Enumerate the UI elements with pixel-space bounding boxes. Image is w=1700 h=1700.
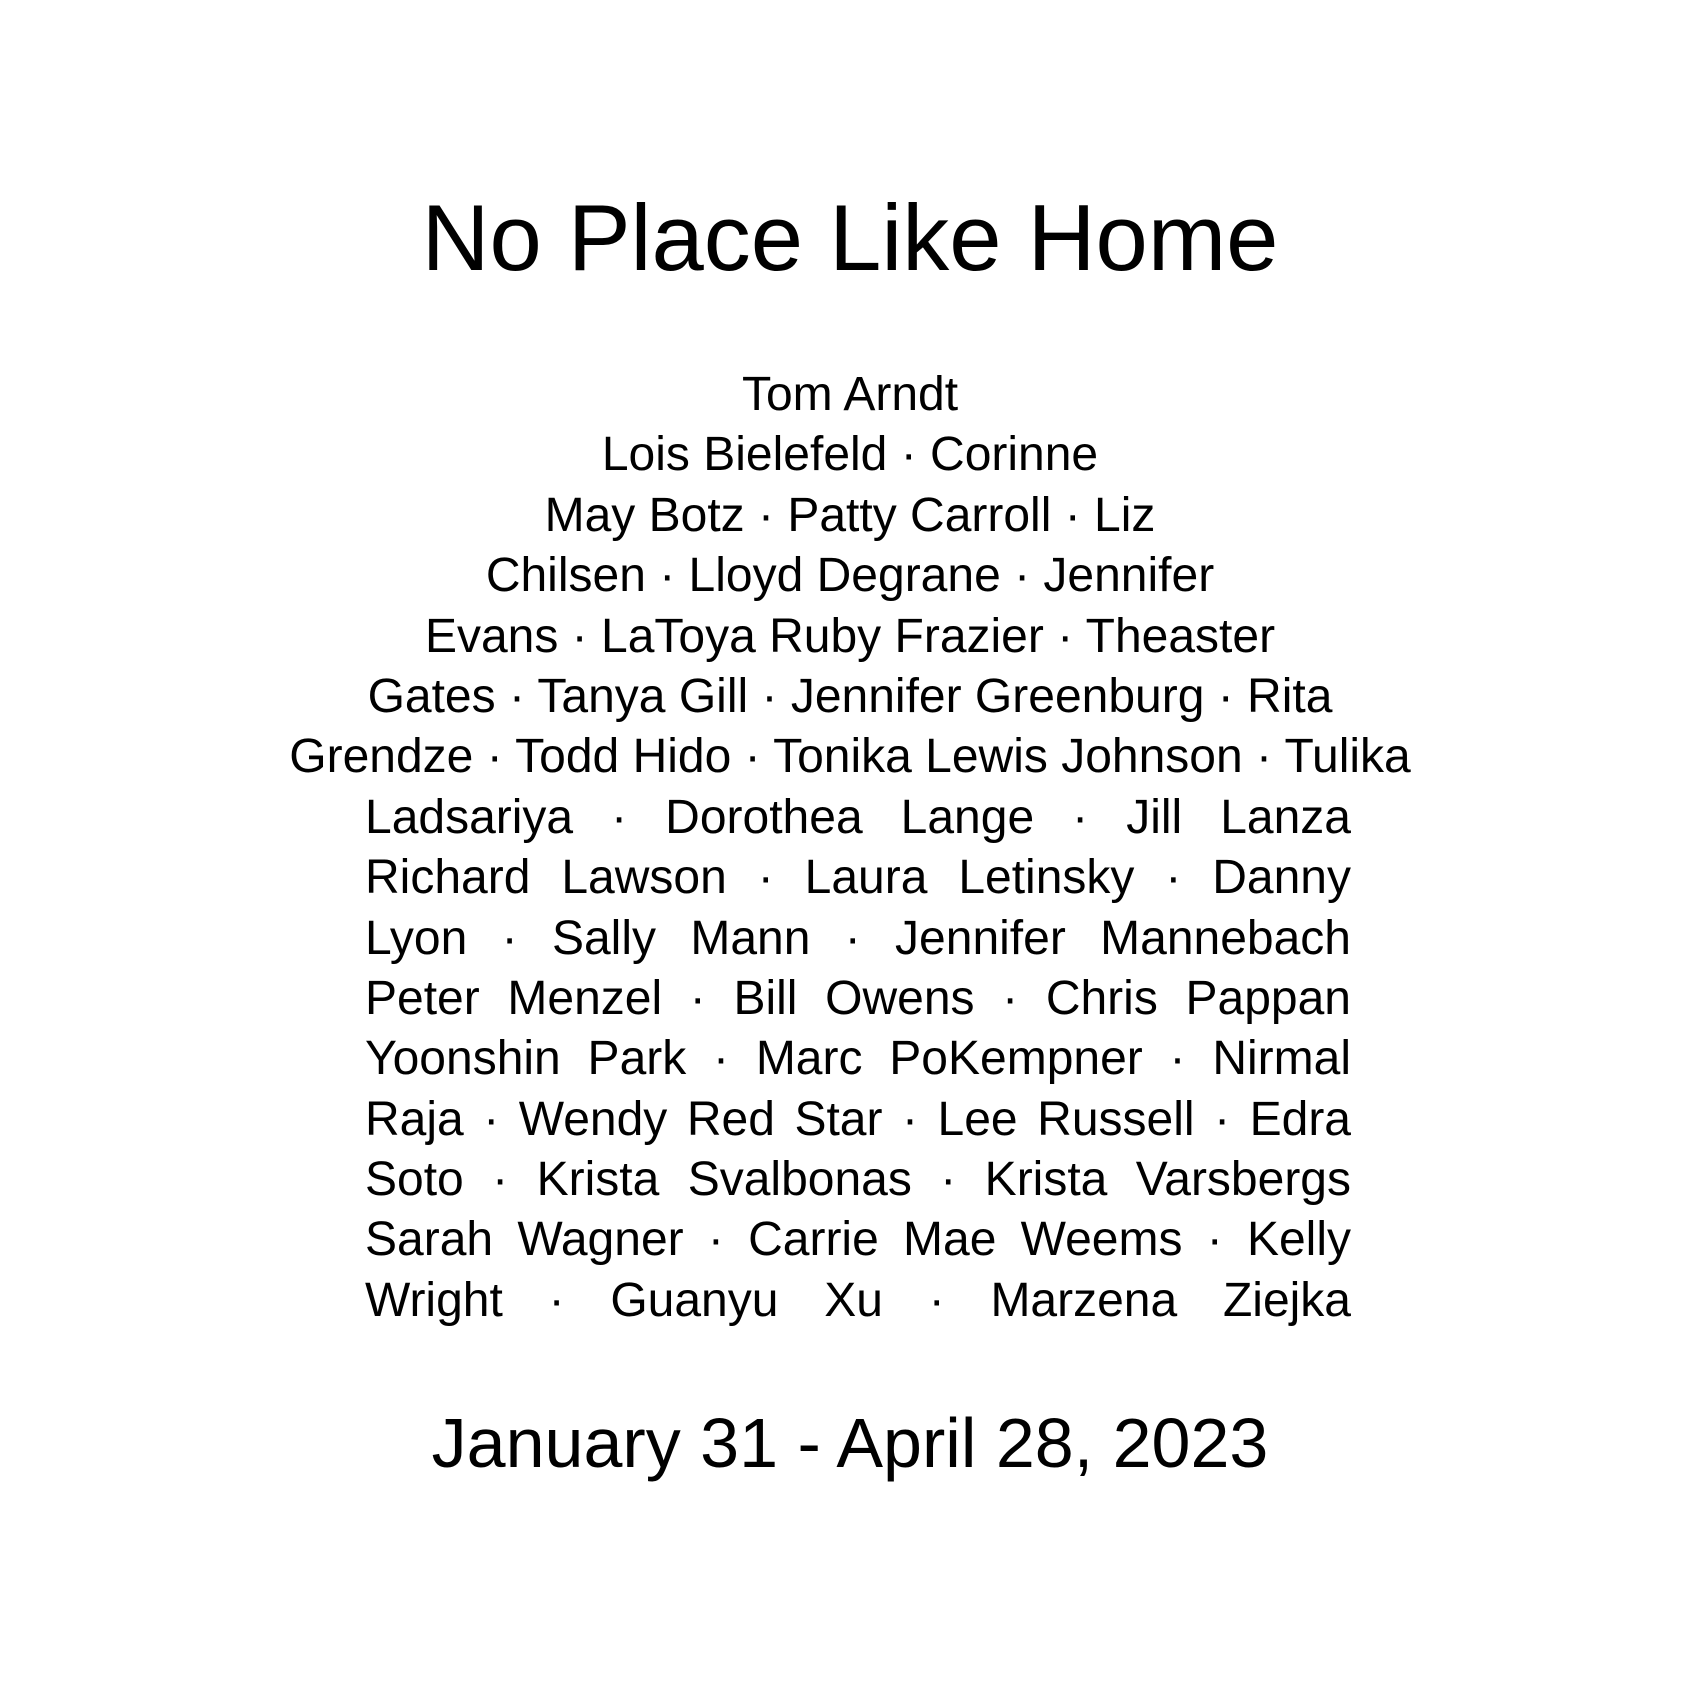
artist-line: Evans · LaToya Ruby Frazier · Theaster bbox=[424, 609, 1276, 663]
artist-line: Ladsariya · Dorothea Lange · Jill Lanza bbox=[365, 790, 1351, 844]
artist-line: Gates · Tanya Gill · Jennifer Greenburg · Rita bbox=[367, 669, 1333, 723]
artist-line: Yoonshin Park · Marc PoKempner · Nirmal bbox=[365, 1032, 1351, 1086]
artist-line: Raja · Wendy Red Star · Lee Russell · Edra bbox=[365, 1092, 1351, 1146]
artist-line: Grendze · Todd Hido · Tonika Lewis Johnson · Tulika bbox=[289, 730, 1411, 784]
artist-line: Lyon · Sally Mann · Jennifer Mannebach bbox=[365, 911, 1351, 965]
artist-line: Peter Menzel · Bill Owens · Chris Pappan bbox=[365, 971, 1351, 1025]
artist-line: Lois Bielefeld · Corinne bbox=[601, 428, 1099, 482]
artist-line: Wright · Guanyu Xu · Marzena Ziejka bbox=[365, 1273, 1351, 1327]
artist-line: May Botz · Patty Carroll · Liz bbox=[544, 488, 1156, 542]
artist-line: Soto · Krista Svalbonas · Krista Varsbergs bbox=[365, 1153, 1351, 1207]
artist-line: Chilsen · Lloyd Degrane · Jennifer bbox=[485, 549, 1215, 603]
artist-list bbox=[0, 365, 1700, 1331]
artist-line: Richard Lawson · Laura Letinsky · Danny bbox=[365, 851, 1351, 905]
exhibition-title: No Place Like Home bbox=[421, 185, 1279, 290]
exhibition-dates: January 31 - April 28, 2023 bbox=[431, 1404, 1269, 1482]
artist-line: Tom Arndt bbox=[741, 368, 959, 421]
artist-line: Sarah Wagner · Carrie Mae Weems · Kelly bbox=[365, 1213, 1351, 1267]
